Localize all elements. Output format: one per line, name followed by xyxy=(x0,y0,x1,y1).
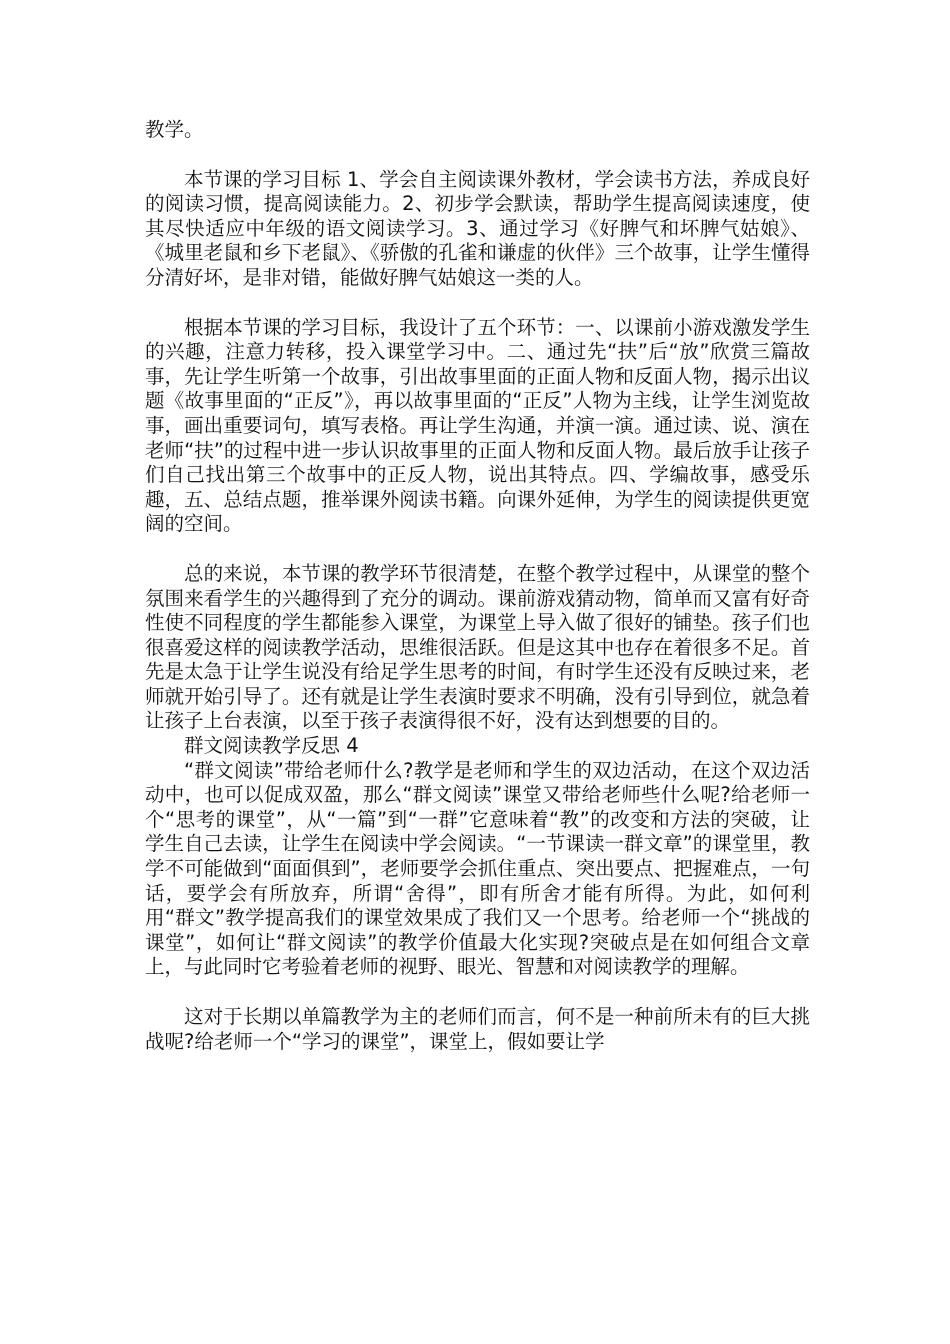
paragraph-lesson-design: 根据本节课的学习目标，我设计了五个环节：一、以课前小游戏激发学生的兴趣，注意力转移，投入课堂学习中。二、通过先“扶”后“放”欣赏三篇故事，先让学生听第一个故事，引出故事里面的正面人物和反面人物，揭示出议题《故事里面的“正反”》，再以故事里面的“正反”人物为主线，让学生浏览故事，画出重要词句，填写表格。再让学生沟通，并演一演。通过读、说、演在老师“扶”的过程中进一步认识故事里的正面人物和反面人物。最后放手让孩子们自己找出第三个故事中的正反人物，说出其特点。四、学编故事，感受乐趣，五、总结点题，推举课外阅读书籍。向课外延伸，为学生的阅读提供更宽阔的空间。 xyxy=(145,315,810,536)
paragraph-intro-tail: 教学。 xyxy=(145,118,204,141)
paragraph-learning-goals: 本节课的学习目标 1、学会自主阅读课外教材，学会读书方法，养成良好的阅读习惯，提高阅读能力。2、初步学会默读，帮助学生提高阅读速度，使其尽快适应中年级的语文阅读学习。3、通过学习《好脾气和坏脾气姑娘》、《城里老鼠和乡下老鼠》、《骄傲的孔雀和谦虚的伙伴》三个故事，让学生懂得分清好坏，是非对错，能做好脾气姑娘这一类的人。 xyxy=(145,167,810,289)
section-heading-reflection-4: 群文阅读教学反思 4 xyxy=(184,734,359,758)
paragraph-summary: 总的来说，本节课的教学环节很清楚，在整个教学过程中，从课堂的整个氛围来看学生的兴趣得到了充分的调动。课前游戏猜动物，简单而又富有好奇性使不同程度的学生都能参入课堂，为课堂上导入做了很好的铺垫。孩子们也很喜爱这样的阅读教学活动，思维很活跃。但是这其中也存在着很多不足。首先是太急于让学生说没有给足学生思考的时间，有时学生还没有反映过来，老师就开始引导了。还有就是让学生表演时要求不明确，没有引导到位，就急着让孩子上台表演，以至于孩子表演得很不好，没有达到想要的目的。 xyxy=(145,561,810,733)
paragraph-challenge: 这对于长期以单篇教学为主的老师们而言，何不是一种前所未有的巨大挑战呢?给老师一个“学习的课堂”，课堂上，假如要让学 xyxy=(145,1005,810,1053)
paragraph-group-reading: “群文阅读”带给老师什么?教学是老师和学生的双边活动，在这个双边活动中，也可以促成双盈，那么“群文阅读”课堂又带给老师些什么呢?给老师一个“思考的课堂”，从“一篇”到“一群”它意味着“教”的改变和方法的突破，让学生自己去读，让学生在阅读中学会阅读。“一节课读一群文章”的课堂里，教学不可能做到“面面俱到”，老师要学会抓住重点、突出要点、把握难点，一句话，要学会有所放弃，所谓“舍得”，即有所舍才能有所得。为此，如何利用“群文”教学提高我们的课堂效果成了我们又一个思考。给老师一个“挑战的课堂”，如何让“群文阅读”的教学价值最大化实现?突破点是在如何组合文章上，与此同时它考验着老师的视野、眼光、智慧和对阅读教学的理解。 xyxy=(145,758,810,979)
document-page xyxy=(145,118,810,1054)
